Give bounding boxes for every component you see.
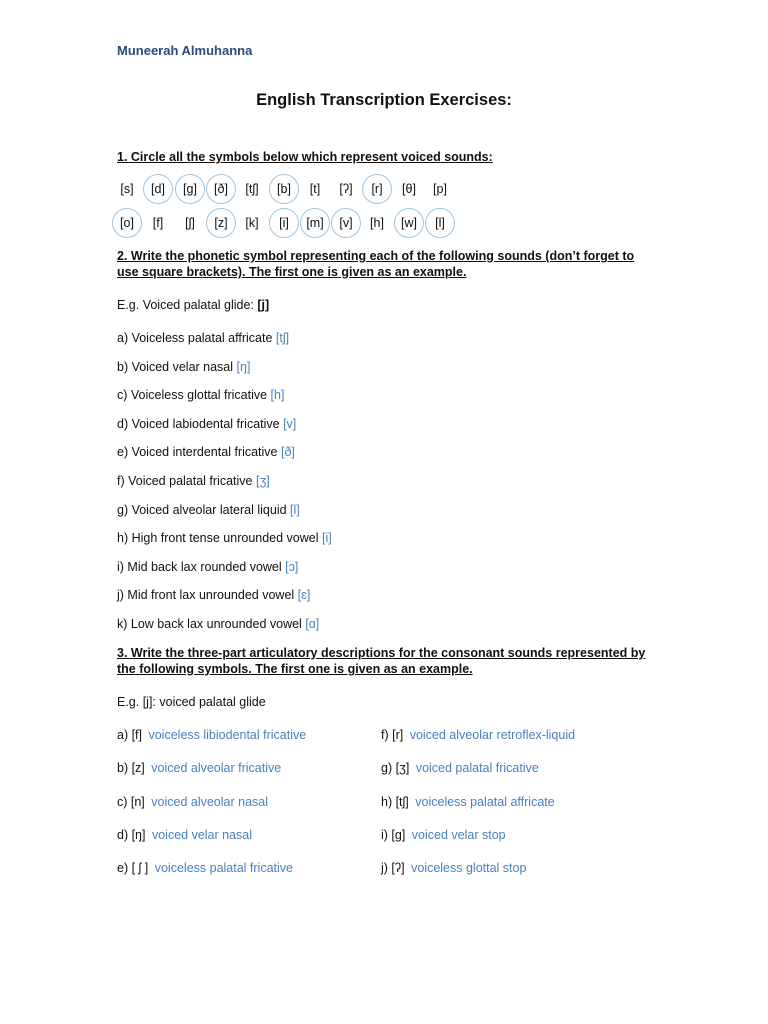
description-item <box>117 795 268 809</box>
symbol: [tʃ] <box>245 182 259 196</box>
section-3-heading: 3. Write the three-part articulatory descriptions for the consonant sounds represented by the following symbols. The first one is given as an example. <box>117 646 646 676</box>
circled-symbol: [m] <box>300 208 330 238</box>
question-item <box>117 503 300 517</box>
circled-symbol: [o] <box>112 208 142 238</box>
question-prompt: d) Voiced labiodental fricative <box>117 416 284 431</box>
example-symbol: [j] <box>257 298 270 312</box>
question-prompt: k) Low back lax unrounded vowel <box>117 617 306 631</box>
description-label: f) [r] <box>381 728 407 742</box>
circled-symbol: [g] <box>175 174 205 204</box>
description-item <box>381 861 526 875</box>
description-label: b) [z] <box>117 761 149 776</box>
description-answer: voiced alveolar nasal <box>151 794 269 809</box>
description-answer: voiced palatal fricative <box>415 761 539 776</box>
description-item <box>381 761 539 775</box>
description-answer: voiced alveolar fricative <box>151 761 282 776</box>
symbol: [p] <box>433 182 447 196</box>
question-prompt: i) Mid back lax rounded vowel <box>117 559 286 574</box>
circled-symbol: [b] <box>269 174 299 204</box>
author-name: Muneerah Almuhanna <box>117 43 253 58</box>
symbol: [ʃ] <box>185 216 195 230</box>
description-item <box>381 795 555 809</box>
circled-symbol: [w] <box>394 208 424 238</box>
example-label: E.g. Voiced palatal glide: <box>117 298 258 312</box>
description-label: e) [ ʃ ] <box>117 861 152 876</box>
description-label: d) [ŋ] <box>117 827 149 842</box>
symbol-row-2 <box>112 208 582 238</box>
question-prompt: e) Voiced interdental fricative <box>117 445 281 460</box>
symbol: [ʔ] <box>339 182 353 196</box>
document-title: English Transcription Exercises: <box>256 91 512 109</box>
description-label: a) [f] <box>117 728 146 742</box>
circled-symbol: [z] <box>206 208 236 238</box>
section-3-example: E.g. [j]: voiced palatal glide <box>117 695 266 709</box>
section-2-example <box>117 298 269 312</box>
answer-symbol: [ð] <box>280 445 295 460</box>
description-item <box>117 828 252 842</box>
answer-symbol: [ɔ] <box>285 559 299 574</box>
question-prompt: g) Voiced alveolar lateral liquid <box>117 502 291 517</box>
description-label: i) [g] <box>381 827 409 842</box>
circled-symbol: [v] <box>331 208 361 238</box>
symbol-row-1 <box>112 174 582 204</box>
answer-symbol: [tʃ] <box>275 331 290 345</box>
description-label: g) [ʒ] <box>381 761 413 776</box>
question-prompt: c) Voiceless glottal fricative <box>117 388 271 403</box>
description-answer: voiced alveolar retroflex-liquid <box>409 728 576 742</box>
description-answer: voiced velar nasal <box>151 827 253 842</box>
question-item <box>117 560 298 574</box>
question-prompt: a) Voiceless palatal affricate <box>117 331 276 345</box>
symbol: [t] <box>309 182 321 196</box>
description-answer: voiceless palatal fricative <box>154 861 293 876</box>
circled-symbol: [d] <box>143 174 173 204</box>
question-prompt: f) Voiced palatal fricative <box>117 474 256 488</box>
description-label: j) [ʔ] <box>381 861 409 876</box>
symbol: [k] <box>245 216 259 230</box>
description-answer: voiceless glottal stop <box>411 861 527 876</box>
section-1-heading: 1. Circle all the symbols below which represent voiced sounds: <box>117 150 493 164</box>
answer-symbol: [v] <box>283 416 297 431</box>
question-prompt: b) Voiced velar nasal <box>117 359 237 374</box>
description-label: h) [tʃ] <box>381 794 413 809</box>
description-item <box>117 861 293 875</box>
question-item <box>117 617 319 631</box>
question-item <box>117 388 284 402</box>
answer-symbol: [i] <box>322 531 332 546</box>
symbol: [h] <box>370 216 384 230</box>
description-item <box>381 828 506 842</box>
answer-symbol: [ŋ] <box>236 359 251 374</box>
symbol: [θ] <box>402 182 416 196</box>
answer-symbol: [h] <box>270 388 285 403</box>
description-answer: voiceless libiodental fricative <box>148 728 307 742</box>
question-item <box>117 360 250 374</box>
circled-symbol: [ð] <box>206 174 236 204</box>
section-2-heading: 2. Write the phonetic symbol representing each of the following sounds (don’t forget to use square brackets). The first one is given as an example. <box>117 249 635 279</box>
description-answer: voiced velar stop <box>411 827 506 842</box>
question-prompt: h) High front tense unrounded vowel <box>117 531 322 546</box>
question-item <box>117 531 332 545</box>
answer-symbol: [ɛ] <box>297 588 311 603</box>
question-item <box>117 417 296 431</box>
description-item <box>117 761 281 775</box>
circled-symbol: [i] <box>269 208 299 238</box>
question-prompt: j) Mid front lax unrounded vowel <box>117 588 298 603</box>
circled-symbol: [l] <box>425 208 455 238</box>
description-label: c) [n] <box>117 794 149 809</box>
symbol: [f] <box>152 216 164 230</box>
circled-symbol: [r] <box>362 174 392 204</box>
description-item <box>117 728 306 742</box>
description-item <box>381 728 575 742</box>
answer-symbol: [ʒ] <box>255 474 270 488</box>
question-item <box>117 588 310 602</box>
question-item <box>117 445 295 459</box>
description-answer: voiceless palatal affricate <box>415 794 555 809</box>
question-item <box>117 474 270 488</box>
answer-symbol: [l] <box>290 502 300 517</box>
answer-symbol: [ɑ] <box>305 617 320 631</box>
question-item <box>117 331 289 345</box>
symbol: [s] <box>120 182 134 196</box>
